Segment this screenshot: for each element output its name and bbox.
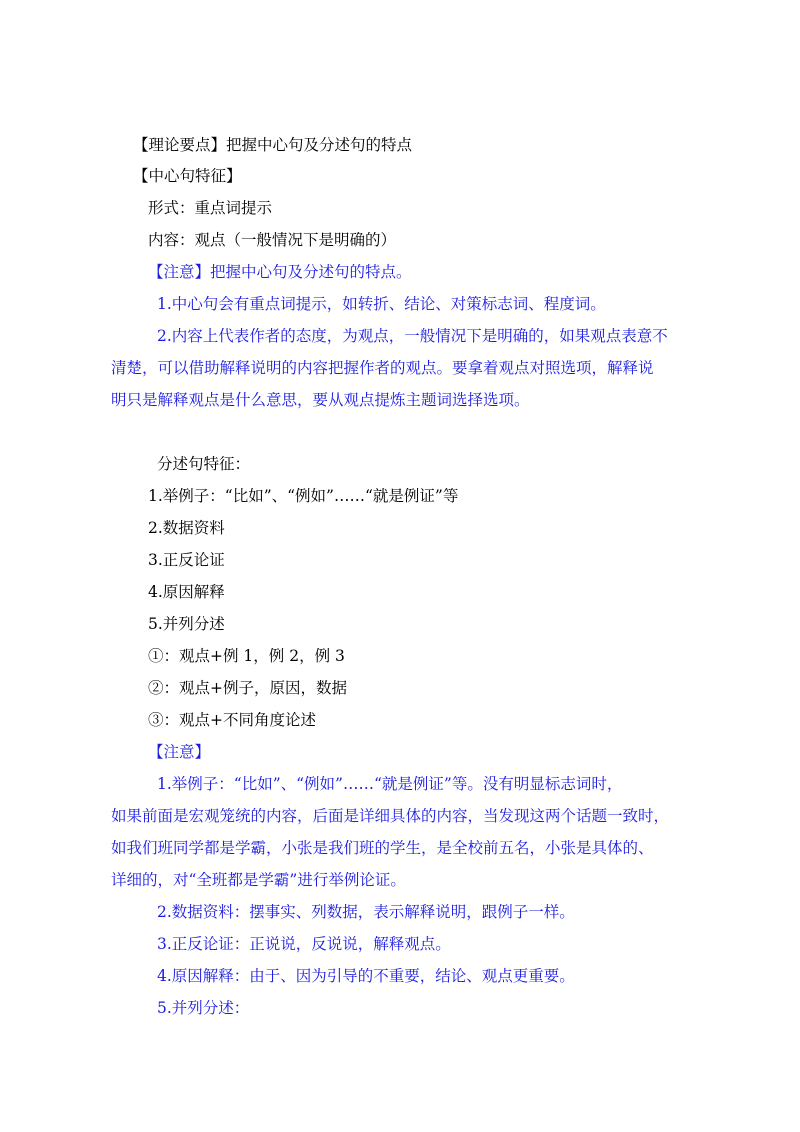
sub-item: 5.并列分述 <box>148 615 225 633</box>
note2-item-1-line-3: 如我们班同学都是学霸，小张是我们班的学生，是全校前五名，小张是具体的、 <box>111 839 654 857</box>
form-line: 形式：重点词提示 <box>148 199 273 217</box>
note2-item-3: 3.正反论证：正说说，反说说，解释观点。 <box>157 935 451 953</box>
sub-item: 3.正反论证 <box>148 551 225 569</box>
note2-item-1-line-4: 详细的，对“全班都是学霸”进行举例论证。 <box>111 871 406 889</box>
note2-item-1-line-2: 如果前面是宏观笼统的内容，后面是详细具体的内容，当发现这两个话题一致时， <box>111 807 670 825</box>
center-heading: 【中心句特征】 <box>133 167 242 185</box>
note2-heading: 【注意】 <box>148 743 211 761</box>
note1-item-2-line-3: 明只是解释观点是什么意思，要从观点提炼主题词选择选项。 <box>111 391 530 409</box>
sub-heading: 分述句特征： <box>157 455 251 473</box>
sub-item: 1.举例子：“比如”、“例如”……“就是例证”等 <box>148 487 459 505</box>
note1-item-2-line-2: 清楚，可以借助解释说明的内容把握作者的观点。要拿着观点对照选项，解释说 <box>111 359 654 377</box>
sub-item: 4.原因解释 <box>148 583 225 601</box>
note2-item-2: 2.数据资料：摆事实、列数据，表示解释说明，跟例子一样。 <box>157 903 575 921</box>
doc-title: 【理论要点】把握中心句及分述句的特点 <box>133 136 413 154</box>
parallel-item: ③：观点+不同角度论述 <box>148 711 316 729</box>
parallel-item: ①：观点+例 1，例 2，例 3 <box>148 647 345 665</box>
note1-item-1: 1.中心句会有重点词提示，如转折、结论、对策标志词、程度词。 <box>157 295 606 313</box>
note1-heading: 【注意】把握中心句及分述句的特点。 <box>148 263 412 281</box>
parallel-item: ②：观点+例子，原因，数据 <box>148 679 347 697</box>
note1-item-2-line-1: 2.内容上代表作者的态度，为观点，一般情况下是明确的，如果观点表意不 <box>157 327 668 345</box>
note2-item-1-line-1: 1.举例子：“比如”、“例如”……“就是例证”等。没有明显标志词时， <box>157 775 623 793</box>
content-line: 内容：观点（一般情况下是明确的） <box>148 231 397 249</box>
sub-item: 2.数据资料 <box>148 519 225 537</box>
note2-item-5: 5.并列分述： <box>157 999 250 1017</box>
note2-item-4: 4.原因解释：由于、因为引导的不重要，结论、观点更重要。 <box>157 967 575 985</box>
